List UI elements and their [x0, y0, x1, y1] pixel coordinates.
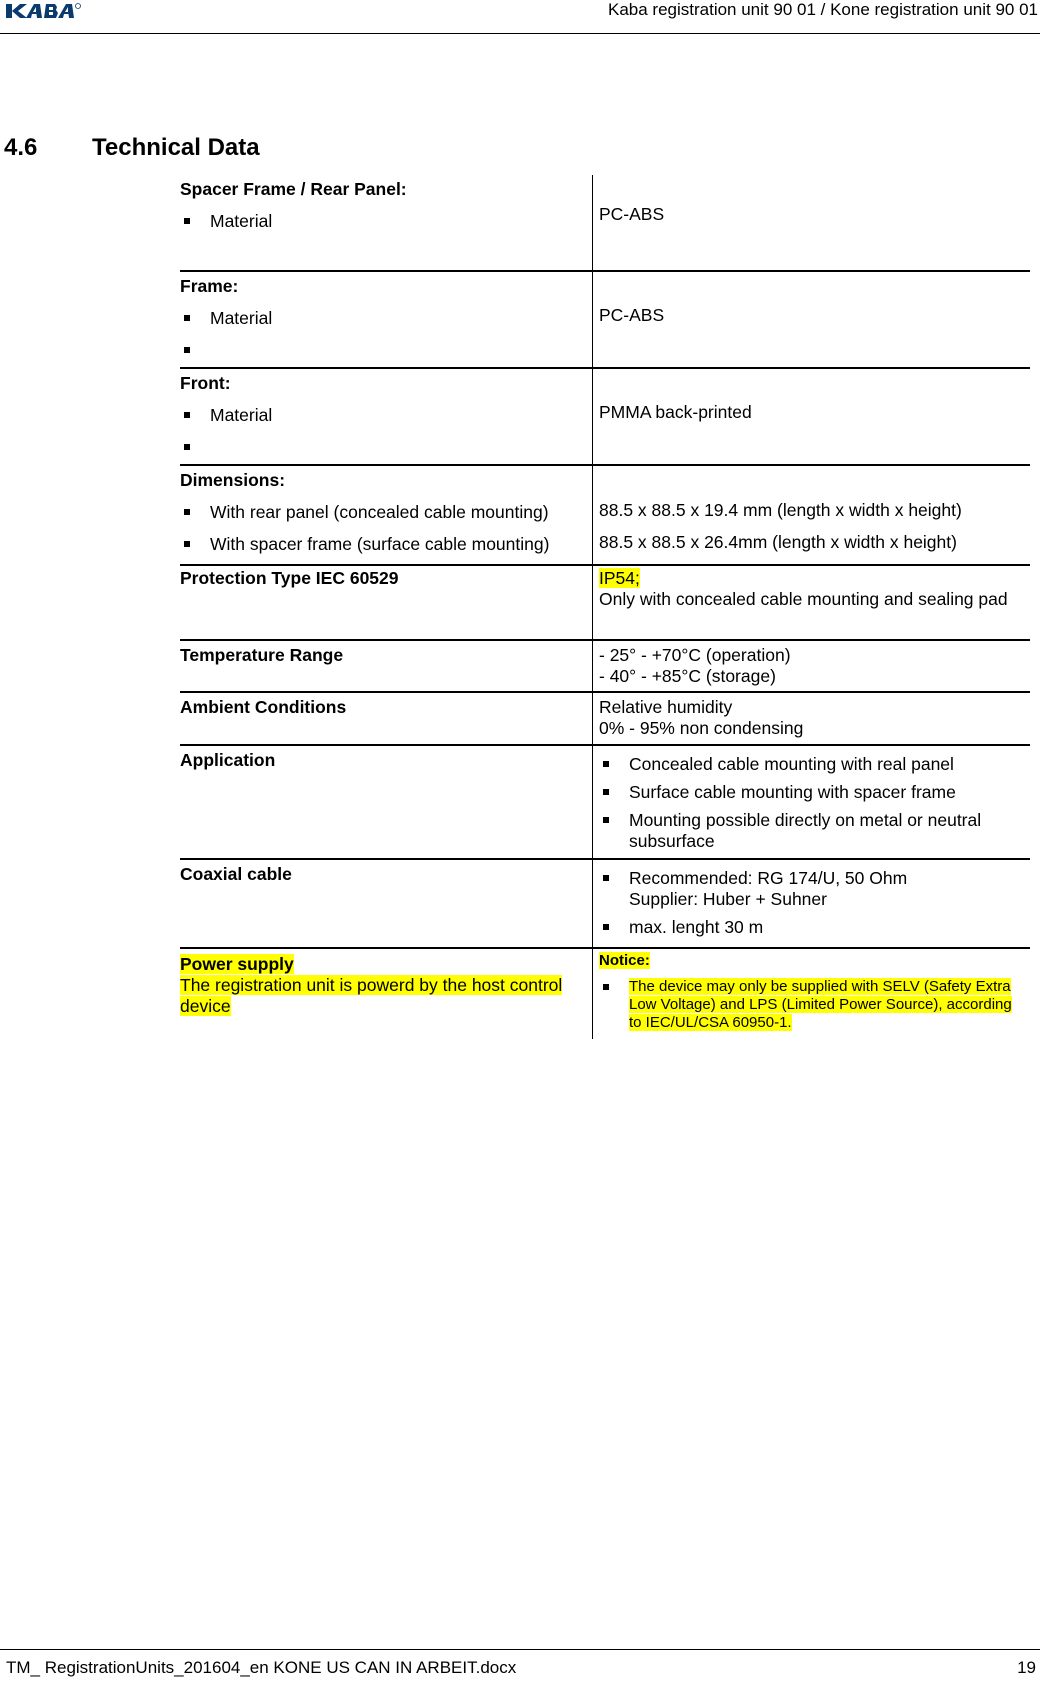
row-label: Application — [180, 750, 276, 770]
table-row-temperature — [180, 641, 1030, 693]
row-value: 88.5 x 88.5 x 19.4 mm (length x width x height) — [599, 500, 962, 520]
row-value: 88.5 x 88.5 x 26.4mm (length x width x height) — [599, 532, 957, 552]
bullet-item: With rear panel (concealed cable mounting) — [180, 502, 592, 523]
row-value: Only with concealed cable mounting and sealing pad — [599, 589, 1008, 609]
row-label: Frame: — [180, 276, 239, 296]
bullet-item: Concealed cable mounting with real panel — [599, 754, 1030, 775]
table-row-protection — [180, 566, 1030, 641]
notice-label: Notice: — [599, 952, 650, 969]
row-label: Power supply — [180, 954, 294, 974]
row-value: 0% - 95% non condensing — [599, 718, 804, 738]
section-heading — [4, 134, 260, 162]
bullet-item: Mounting possible directly on metal or neutral subsurface — [599, 810, 1030, 852]
row-label: Spacer Frame / Rear Panel: — [180, 179, 407, 199]
empty-bullet — [180, 437, 592, 458]
row-value: - 40° - +85°C (storage) — [599, 666, 776, 686]
row-value: PMMA back-printed — [599, 402, 752, 422]
bullet-item: max. lenght 30 m — [599, 917, 1030, 938]
bullet-item: Material — [180, 211, 592, 232]
technical-data-table — [180, 175, 1030, 1039]
row-value: Relative humidity — [599, 697, 733, 717]
row-label: Front: — [180, 373, 231, 393]
page-footer — [0, 1649, 1040, 1677]
bullet-item: Material — [180, 405, 592, 426]
page-number: 19 — [1017, 1658, 1036, 1677]
coaxial-supplier: Supplier: Huber + Suhner — [629, 889, 827, 909]
row-value: PC-ABS — [599, 204, 665, 224]
row-label: Temperature Range — [180, 645, 344, 665]
row-label: Coaxial cable — [180, 864, 292, 884]
bullet-item: Material — [180, 308, 592, 329]
section-number: 4.6 — [4, 134, 38, 161]
row-label: Protection Type IEC 60529 — [180, 568, 399, 588]
row-value: PC-ABS — [599, 305, 665, 325]
empty-bullet — [180, 340, 592, 361]
section-title: Technical Data — [92, 134, 260, 161]
bullet-item: With spacer frame (surface cable mounting) — [180, 534, 592, 555]
kaba-logo — [4, 2, 82, 20]
page-header — [0, 0, 1040, 34]
table-row-ambient — [180, 693, 1030, 746]
row-label: Dimensions: — [180, 470, 286, 490]
document-title: Kaba registration unit 90 01 / Kone registration unit 90 01 — [607, 0, 1038, 19]
table-row-coaxial-cable — [180, 860, 1030, 949]
footer-document-name: TM_ RegistrationUnits_201604_en KONE US CAN IN ARBEIT.docx — [6, 1658, 517, 1677]
table-row-frame — [180, 272, 1030, 369]
logo-text: KABA — [4, 19, 7, 20]
table-row-spacer-frame — [180, 175, 1030, 272]
bullet-item — [599, 868, 1030, 910]
table-row-front — [180, 369, 1030, 466]
notice-text: The device may only be supplied with SELV (Safety Extra Low Voltage) and LPS (Limited Power Source), according to IEC/UL/CSA 60950-1. — [629, 978, 1012, 1031]
power-description: The registration unit is powerd by the host control device — [180, 975, 563, 1016]
row-value: - 25° - +70°C (operation) — [599, 645, 791, 665]
coaxial-recommended: Recommended: RG 174/U, 50 Ohm — [629, 868, 908, 888]
bullet-item: Surface cable mounting with spacer frame — [599, 782, 1030, 803]
highlighted-value: IP54; — [599, 568, 640, 588]
table-row-application — [180, 746, 1030, 860]
row-label: Ambient Conditions — [180, 697, 347, 717]
table-row-power-supply — [180, 949, 1030, 1039]
table-row-dimensions — [180, 466, 1030, 566]
